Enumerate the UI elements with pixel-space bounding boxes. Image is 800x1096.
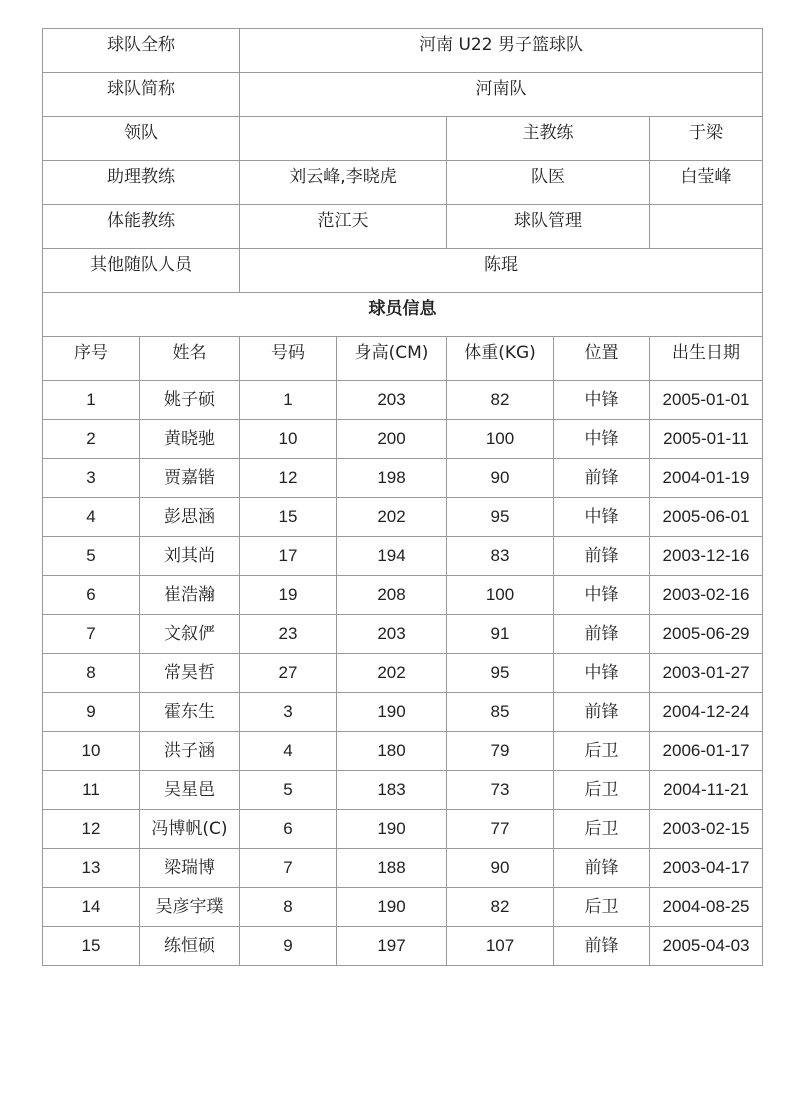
table-cell: 203 [337,381,447,420]
table-cell: 刘其尚 [140,537,240,576]
table-cell: 23 [240,615,337,654]
table-cell: 霍东生 [140,693,240,732]
table-cell: 崔浩瀚 [140,576,240,615]
table-row [43,537,763,576]
table-cell: 83 [447,537,554,576]
assistant-coach-value: 刘云峰,李晓虎 [240,161,447,205]
players-title-row [43,293,763,337]
table-cell: 9 [240,927,337,966]
column-header: 身高(CM) [337,337,447,381]
table-cell: 100 [447,420,554,459]
table-cell: 198 [337,459,447,498]
column-header: 出生日期 [650,337,763,381]
table-cell: 194 [337,537,447,576]
column-header: 号码 [240,337,337,381]
table-row [43,459,763,498]
table-cell: 2004-12-24 [650,693,763,732]
table-cell: 后卫 [554,771,650,810]
table-cell: 3 [43,459,140,498]
other-staff-label: 其他随队人员 [43,249,240,293]
table-cell: 2 [43,420,140,459]
table-cell: 前锋 [554,693,650,732]
table-cell: 180 [337,732,447,771]
table-cell: 90 [447,849,554,888]
table-row [43,888,763,927]
table-cell: 4 [43,498,140,537]
table-cell: 95 [447,498,554,537]
column-header: 位置 [554,337,650,381]
table-cell: 7 [240,849,337,888]
table-cell: 82 [447,888,554,927]
leader-label: 领队 [43,117,240,161]
table-cell: 2005-06-29 [650,615,763,654]
table-cell: 197 [337,927,447,966]
table-cell: 黄晓驰 [140,420,240,459]
doctor-label: 队医 [447,161,650,205]
head-coach-label: 主教练 [447,117,650,161]
doctor-value: 白莹峰 [650,161,763,205]
table-cell: 中锋 [554,498,650,537]
table-cell: 姚子硕 [140,381,240,420]
table-cell: 200 [337,420,447,459]
other-staff-row [43,249,763,293]
table-cell: 190 [337,693,447,732]
table-cell: 2003-01-27 [650,654,763,693]
table-cell: 4 [240,732,337,771]
table-cell: 9 [43,693,140,732]
table-cell: 1 [43,381,140,420]
column-header: 体重(KG) [447,337,554,381]
short-name-row [43,73,763,117]
short-name-value: 河南队 [240,73,763,117]
table-cell: 洪子涵 [140,732,240,771]
table-cell: 8 [240,888,337,927]
table-cell: 吴星邑 [140,771,240,810]
table-cell: 11 [43,771,140,810]
table-cell: 2004-11-21 [650,771,763,810]
table-cell: 15 [240,498,337,537]
table-cell: 2005-06-01 [650,498,763,537]
table-cell: 贾嘉锴 [140,459,240,498]
table-cell: 90 [447,459,554,498]
table-cell: 12 [43,810,140,849]
table-cell: 2003-02-15 [650,810,763,849]
table-cell: 冯博帆(C) [140,810,240,849]
table-cell: 14 [43,888,140,927]
fitness-row [43,205,763,249]
column-header: 姓名 [140,337,240,381]
table-row [43,771,763,810]
table-cell: 17 [240,537,337,576]
players-section-title: 球员信息 [43,293,763,337]
table-cell: 前锋 [554,615,650,654]
table-cell: 后卫 [554,888,650,927]
table-cell: 梁瑞博 [140,849,240,888]
table-row [43,615,763,654]
table-cell: 前锋 [554,849,650,888]
table-cell: 188 [337,849,447,888]
table-cell: 2005-04-03 [650,927,763,966]
table-cell: 2005-01-01 [650,381,763,420]
players-header-row [43,337,763,381]
assistant-coach-label: 助理教练 [43,161,240,205]
table-cell: 练恒硕 [140,927,240,966]
table-cell: 常昊哲 [140,654,240,693]
table-cell: 19 [240,576,337,615]
other-staff-value: 陈琨 [240,249,763,293]
table-row [43,498,763,537]
table-row [43,810,763,849]
table-cell: 2005-01-11 [650,420,763,459]
table-cell: 前锋 [554,459,650,498]
manager-value [650,205,763,249]
table-cell: 13 [43,849,140,888]
table-cell: 中锋 [554,420,650,459]
table-cell: 91 [447,615,554,654]
table-cell: 202 [337,498,447,537]
table-cell: 12 [240,459,337,498]
table-cell: 100 [447,576,554,615]
table-cell: 208 [337,576,447,615]
full-name-label: 球队全称 [43,29,240,73]
table-row [43,732,763,771]
table-cell: 79 [447,732,554,771]
fitness-coach-label: 体能教练 [43,205,240,249]
table-cell: 3 [240,693,337,732]
full-name-value: 河南 U22 男子篮球队 [240,29,763,73]
table-cell: 2004-08-25 [650,888,763,927]
head-coach-value: 于梁 [650,117,763,161]
manager-label: 球队管理 [447,205,650,249]
table-cell: 5 [43,537,140,576]
table-cell: 中锋 [554,381,650,420]
table-cell: 文叙俨 [140,615,240,654]
table-cell: 77 [447,810,554,849]
table-cell: 7 [43,615,140,654]
table-row [43,927,763,966]
table-cell: 202 [337,654,447,693]
table-cell: 190 [337,888,447,927]
table-cell: 203 [337,615,447,654]
table-cell: 6 [43,576,140,615]
table-cell: 82 [447,381,554,420]
table-cell: 6 [240,810,337,849]
table-cell: 15 [43,927,140,966]
table-row [43,693,763,732]
table-cell: 2003-02-16 [650,576,763,615]
short-name-label: 球队简称 [43,73,240,117]
table-cell: 85 [447,693,554,732]
column-header: 序号 [43,337,140,381]
full-name-row [43,29,763,73]
table-cell: 前锋 [554,537,650,576]
table-cell: 107 [447,927,554,966]
table-cell: 2003-12-16 [650,537,763,576]
leader-row [43,117,763,161]
table-cell: 95 [447,654,554,693]
table-row [43,849,763,888]
table-row [43,420,763,459]
fitness-coach-value: 范江天 [240,205,447,249]
table-cell: 中锋 [554,576,650,615]
leader-value [240,117,447,161]
table-cell: 吴彦宇璞 [140,888,240,927]
table-cell: 5 [240,771,337,810]
table-row [43,654,763,693]
team-roster-table [42,28,763,966]
table-cell: 2004-01-19 [650,459,763,498]
table-cell: 10 [43,732,140,771]
assistant-row [43,161,763,205]
table-cell: 1 [240,381,337,420]
table-cell: 27 [240,654,337,693]
table-cell: 2006-01-17 [650,732,763,771]
table-cell: 后卫 [554,810,650,849]
table-cell: 190 [337,810,447,849]
table-row [43,381,763,420]
table-cell: 后卫 [554,732,650,771]
table-cell: 73 [447,771,554,810]
table-cell: 中锋 [554,654,650,693]
table-cell: 2003-04-17 [650,849,763,888]
table-cell: 前锋 [554,927,650,966]
table-cell: 彭思涵 [140,498,240,537]
table-row [43,576,763,615]
table-cell: 10 [240,420,337,459]
table-cell: 8 [43,654,140,693]
table-cell: 183 [337,771,447,810]
